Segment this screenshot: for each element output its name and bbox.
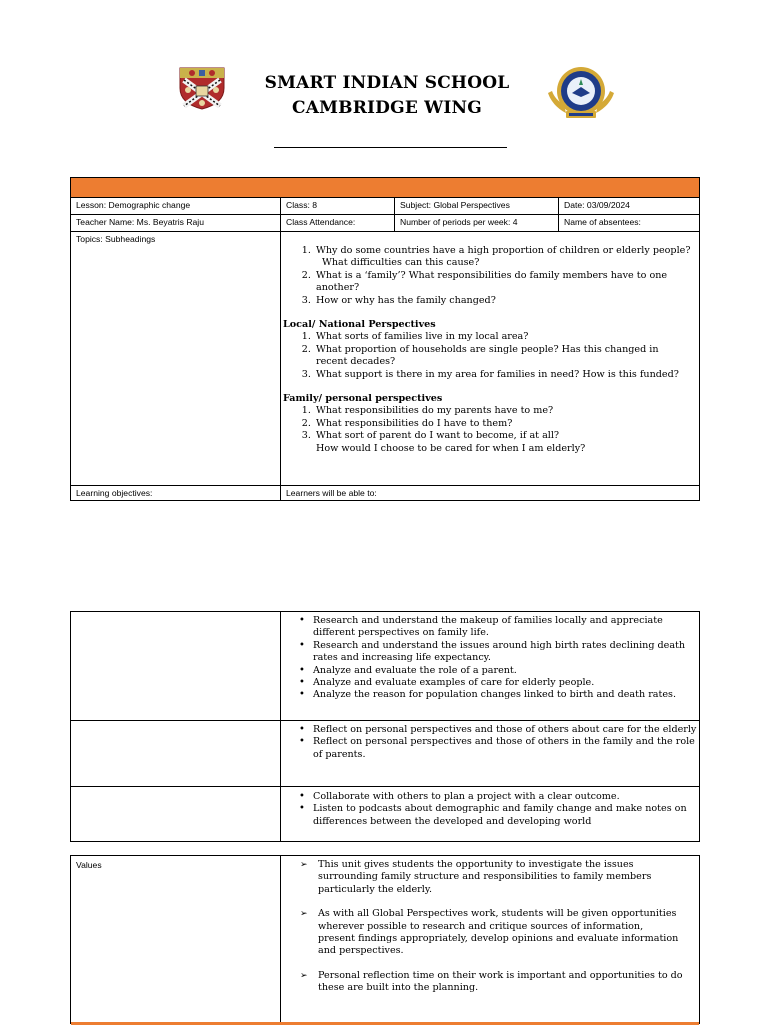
objectives-table (70, 611, 700, 842)
list-item: • Collaborate with others to plan a project with a clear outcome. (313, 791, 693, 803)
global-questions-list (283, 245, 691, 307)
lesson-cell: Lesson: Demographic change (76, 200, 191, 210)
teacher-cell: Teacher Name: Ms. Beyatris Raju (76, 217, 204, 227)
list-item: 2. What responsibilities do I have to them? (314, 418, 691, 430)
list-item: 2. What is a ‘family’? What responsibilities do family members have to one another? (314, 270, 691, 295)
topics-label: Topics: Subheadings (76, 234, 156, 244)
absentees-cell: Name of absentees: (564, 217, 641, 227)
list-item: • Analyze and evaluate examples of care for elderly people. (313, 677, 697, 689)
learners-intro: Learners will be able to: (286, 488, 377, 498)
school-wing: CAMBRIDGE WING (291, 98, 483, 118)
list-item: ➢ As with all Global Perspectives work, students will be given opportunities wherever possible to research and critique sources of information, present findings appropriately, develop opinions and evaluate information and perspectives. (318, 908, 683, 958)
objectives-group-1 (283, 615, 697, 702)
local-perspectives-heading: Local/ National Perspectives (283, 319, 436, 331)
list-item: • Reflect on personal perspectives and those of others about care for the elderly (313, 724, 699, 736)
list-item: • Reflect on personal perspectives and those of others in the family and the role of parents. (313, 736, 699, 761)
list-item: • Research and understand the issues around high birth rates declining death rates and increasing life expectancy. (313, 640, 697, 665)
family-perspectives-heading: Family/ personal perspectives (283, 393, 443, 405)
list-item: 3. What sort of parent do I want to become, if at all? How would I choose to be cared for when I am elderly? (314, 430, 691, 455)
topics-content (283, 245, 691, 455)
list-item: 2. What proportion of households are single people? Has this changed in recent decades? (314, 344, 691, 369)
date-cell: Date: 03/09/2024 (564, 200, 630, 210)
list-item: • Research and understand the makeup of families locally and appreciate different perspectives on family life. (313, 615, 697, 640)
list-item: • Analyze and evaluate the role of a parent. (313, 665, 697, 677)
periods-cell: Number of periods per week: 4 (400, 217, 518, 227)
local-questions-list (283, 331, 691, 381)
cambridge-shield-logo (178, 66, 226, 110)
values-table (70, 855, 700, 1024)
objectives-group-2 (283, 724, 699, 761)
list-item: ➢ Personal reflection time on their work is important and opportunities to do these are built into the planning. (318, 970, 683, 995)
class-cell: Class: 8 (286, 200, 318, 210)
list-item: • Listen to podcasts about demographic and family change and make notes on differences between the developed and developing world (313, 803, 693, 828)
learning-objectives-label: Learning objectives: (76, 488, 153, 498)
school-emblem-logo (546, 63, 616, 121)
table-header-bar (71, 178, 699, 197)
lesson-plan-table (70, 177, 700, 501)
list-item: • Analyze the reason for population changes linked to birth and death rates. (313, 689, 697, 701)
objectives-group-3 (283, 791, 693, 828)
values-content (283, 859, 683, 1007)
attendance-cell: Class Attendance: (286, 217, 356, 227)
list-item: 3. How or why has the family changed? (314, 295, 691, 307)
family-questions-list (283, 405, 691, 455)
list-item: 3. What support is there in my area for families in need? How is this funded? (314, 369, 691, 381)
values-label: Values (76, 860, 102, 870)
list-item: 1. Why do some countries have a high proportion of children or elderly people? What difficulties can this cause? (314, 245, 691, 270)
subject-cell: Subject: Global Perspectives (400, 200, 510, 210)
school-name: SMART INDIAN SCHOOL (264, 73, 510, 93)
list-item: 1. What responsibilities do my parents have to me? (314, 405, 691, 417)
list-item: ➢ This unit gives students the opportunity to investigate the issues surrounding family structure and responsibilities to family members particularly the elderly. (318, 859, 683, 896)
header-underline (274, 147, 507, 148)
list-item: 1. What sorts of families live in my local area? (314, 331, 691, 343)
